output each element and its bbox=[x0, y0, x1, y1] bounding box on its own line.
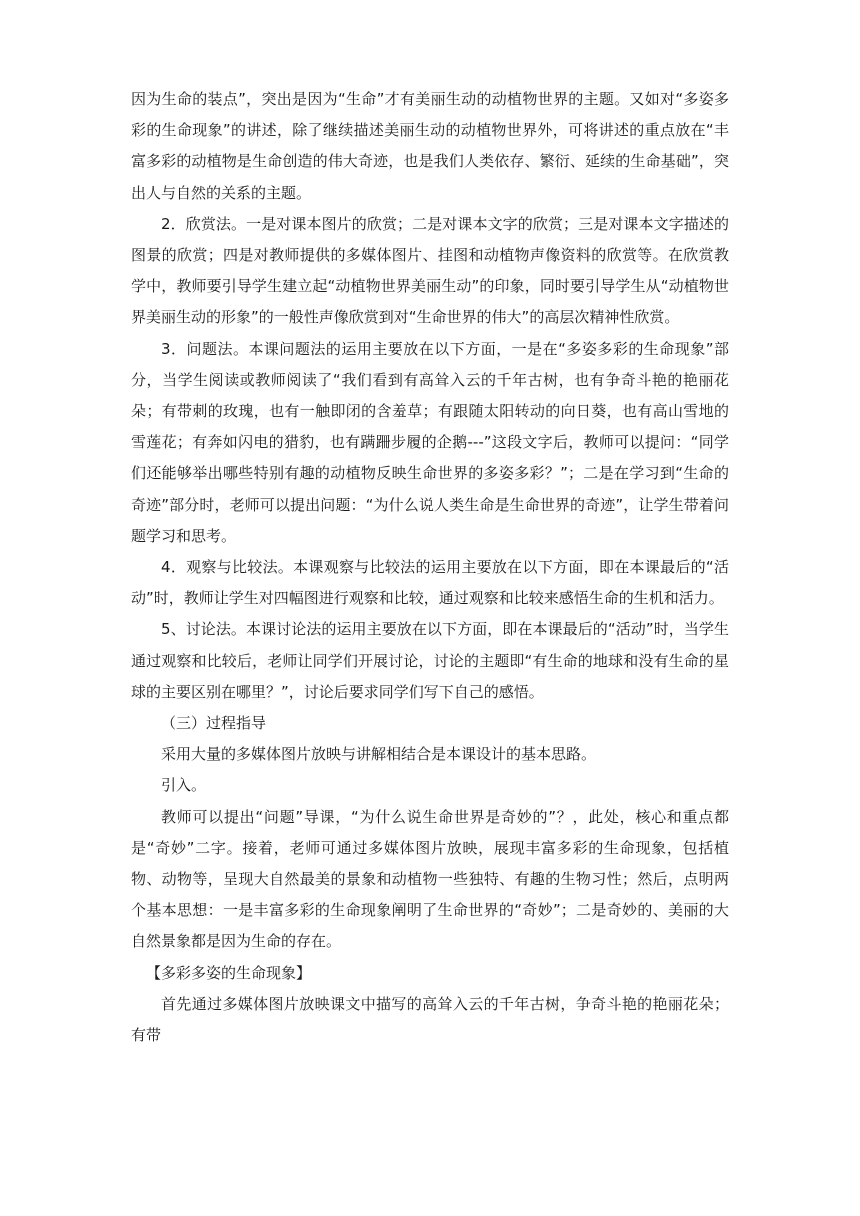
paragraph-introduction-label: 引入。 bbox=[161, 776, 207, 795]
paragraph-discussion-method: 5、讨论法。本课讨论法的运用主要放在以下方面，即在本课最后的“活动”时，当学生通过观察和比较后，老师让同学们开展讨论，讨论的主题即“有生命的地球和没有生命的星球的主要区别在哪里？”，讨论后要求同学们写下自己的感悟。 bbox=[131, 620, 729, 701]
paragraph-basic-approach: 采用大量的多媒体图片放映与讲解相结合是本课设计的基本思路。 bbox=[161, 745, 597, 764]
section-heading-life-phenomena: 【多彩多姿的生命现象】 bbox=[146, 963, 312, 982]
paragraph-introduction-body: 教师可以提出“问题”导课，“为什么说生命世界是奇妙的”？，此处，核心和重点都是“奇妙”二字。接着，老师可通过多媒体图片放映，展现丰富多彩的生命现象，包括植物、动物等，呈现大自然最美的景象和动植物一些独特、有趣的生物习性；然后，点明两个基本思想：一是丰富多彩的生命现象阐明了生命世界的“奇妙”；二是奇妙的、美丽的大自然景象都是因为生命的存在。 bbox=[131, 807, 729, 951]
paragraph-question-method: 3．问题法。本课问题法的运用主要放在以下方面，一是在“多姿多彩的生命现象”部分，当学生阅读或教师阅读了“我们看到有高耸入云的千年古树，也有争奇斗艳的艳丽花朵；有带刺的玫瑰，也有一触即闭的含羞草；有跟随太阳转动的向日葵，也有高山雪地的雪莲花；有奔如闪电的猎豹，也有蹒跚步履的企鹅---”这段文字后，教师可以提问：“同学们还能够举出哪些特别有趣的动植物反映生命世界的多姿多彩？”；二是在学习到“生命的奇迹”部分时，老师可以提出问题：“为什么说人类生命是生命世界的奇迹”，让学生带着问题学习和思考。 bbox=[131, 339, 729, 545]
paragraph-continuation: 因为生命的装点”，突出是因为“生命”才有美丽生动的动植物世界的主题。又如对“多姿多彩的生命现象”的讲述，除了继续描述美丽生动的动植物世界外，可将讲述的重点放在“丰富多彩的动植物是生命创造的伟大奇迹，也是我们人类依存、繁衍、延续的生命基础”，突出人与自然的关系的主题。 bbox=[131, 90, 729, 202]
paragraph-observation-method: 4．观察与比较法。本课观察与比较法的运用主要放在以下方面，即在本课最后的“活动”时，教师让学生对四幅图进行观察和比较，通过观察和比较来感悟生命的生机和活力。 bbox=[131, 558, 729, 608]
paragraph-appreciation-method: 2．欣赏法。一是对课本图片的欣赏；二是对课本文字的欣赏；三是对课本文字描述的图景的欣赏；四是对教师提供的多媒体图片、挂图和动植物声像资料的欣赏等。在欣赏教学中，教师要引导学生建立起“动植物世界美丽生动”的印象，同时要引导学生从“动植物世界美丽生动的形象”的一般性声像欣赏到对“生命世界的伟大”的高层次精神性欣赏。 bbox=[131, 214, 729, 327]
section-heading-process-guidance: （三）过程指导 bbox=[161, 714, 267, 733]
paragraph-life-phenomena-body: 首先通过多媒体图片放映课文中描写的高耸入云的千年古树，争奇斗艳的艳丽花朵；有带 bbox=[131, 994, 729, 1045]
